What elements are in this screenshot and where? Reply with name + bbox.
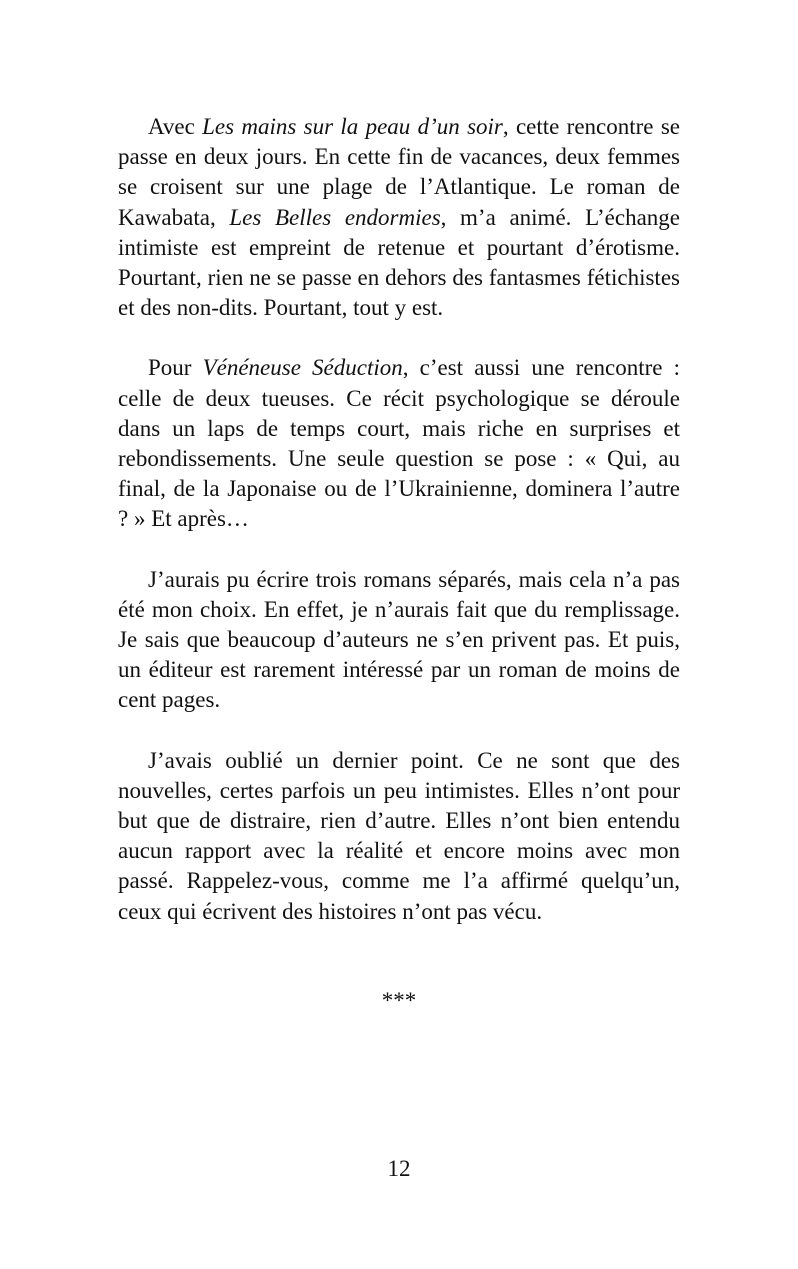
page-body [118,112,680,927]
paragraph-1-tail: , m’a animé. L’échange intimiste est empreint de retenue et pourtant d’érotisme. Pourtant, rien ne se passe en dehors des fantasmes fétichistes et des non-dits. Pourtant, tout y est. [118,204,680,321]
book-title-les-mains-sur-la-peau: Les mains sur la peau d’un soir [202,114,503,139]
paragraph-2 [118,353,680,534]
paragraph-1-middle: , cette rencontre se passe en deux jours. En cette fin de vacances, deux femmes se croisent sur une plage de l’Atlantique. Le roman de Kawabata, [118,114,680,230]
paragraph-3: J’aurais pu écrire trois romans séparés, mais cela n’a pas été mon choix. En effet, je n’aurais fait que du remplissage. Je sais que beaucoup d’auteurs ne s’en privent pas. Et puis, un éditeur est rarement intéressé par un roman de moins de cent pages. [118,566,680,713]
page-number: 12 [387,1156,411,1181]
book-title-les-belles-endormies: Les Belles endormies [229,204,441,230]
book-title-veneneuse-seduction: Vénéneuse Séduction [202,355,403,381]
paragraph-4: J’avais oublié un dernier point. Ce ne sont que des nouvelles, certes parfois un peu intimistes. Elles n’ont pour but que de distraire, rien d’autre. Elles n’ont bien entendu aucun rapport avec la réalité et encore moins avec mon passé. Rappelez-vous, comme me l’a affirmé quelqu’un, ceux qui écrivent des histoires n’ont pas vécu. [118,747,680,924]
paragraph-1-lead: Avec [148,114,203,139]
section-separator: *** [381,988,417,1013]
paragraph-2-tail: , c’est aussi une rencontre : celle de deux tueuses. Ce récit psychologique se déroule dans un laps de temps court, mais riche en surprises et rebondissements. Une seule question se pose : « Qui, au final, de la Japonaise ou de l’Ukrainienne, dominera l’autre ? » Et après… [118,355,681,532]
paragraph-1 [118,112,680,323]
paragraph-2-lead: Pour [148,355,203,381]
